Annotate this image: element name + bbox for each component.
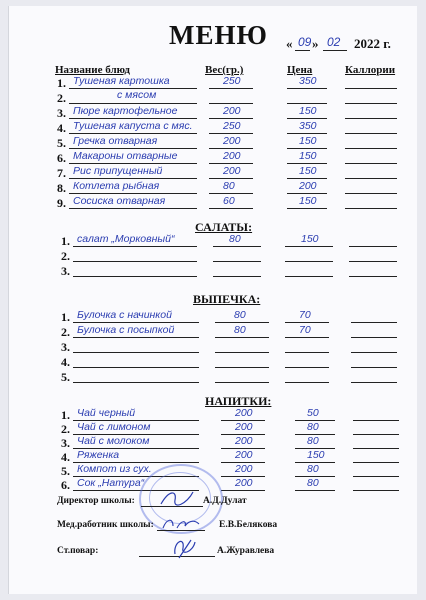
item-price: 150 <box>299 165 317 177</box>
page-title: МЕНЮ <box>169 20 268 50</box>
item-weight-line <box>209 88 253 89</box>
item-weight: 200 <box>235 449 253 461</box>
item-name-line <box>73 276 197 277</box>
item-weight-line <box>209 208 253 209</box>
item-price-line <box>285 352 329 353</box>
item-weight-line <box>215 352 269 353</box>
item-name-line <box>73 337 199 338</box>
item-name: Чай черный <box>77 407 136 419</box>
item-calories-line <box>353 476 399 477</box>
item-price-line <box>285 276 333 277</box>
item-price: 80 <box>307 435 319 447</box>
item-number: 6. <box>61 478 70 492</box>
director-label: Директор школы: <box>57 496 135 506</box>
item-number: 6. <box>57 151 66 165</box>
item-name: Чай с молоком <box>77 435 150 447</box>
item-weight-line <box>209 148 253 149</box>
date-day: 09 <box>298 35 312 49</box>
item-number: 4. <box>57 121 66 135</box>
item-weight: 200 <box>235 435 253 447</box>
item-calories-line <box>353 448 399 449</box>
item-price: 150 <box>307 449 325 461</box>
item-number: 9. <box>57 196 66 210</box>
item-weight: 200 <box>235 477 253 489</box>
item-name-line <box>69 208 197 209</box>
item-number: 3. <box>57 106 66 120</box>
item-price-line <box>287 88 327 89</box>
item-weight-line <box>215 382 269 383</box>
date-month: 02 <box>327 35 341 49</box>
item-price: 70 <box>299 309 311 321</box>
item-weight-line <box>209 103 253 104</box>
item-weight-line <box>209 133 253 134</box>
item-number: 2. <box>61 249 70 263</box>
item-number: 1. <box>57 76 66 90</box>
cook-name: А.Журавлева <box>217 546 275 556</box>
item-calories-line <box>345 103 397 104</box>
item-price: 150 <box>299 135 317 147</box>
item-calories-line <box>345 193 397 194</box>
item-price-line <box>287 163 327 164</box>
item-name-continued: с мясом <box>117 89 157 101</box>
item-calories-line <box>353 490 399 491</box>
item-weight-line <box>209 193 253 194</box>
item-calories-line <box>351 367 397 368</box>
item-number: 3. <box>61 264 70 278</box>
column-header-price: Цена <box>287 64 313 76</box>
item-calories-line <box>345 118 397 119</box>
item-weight-line <box>215 337 269 338</box>
item-price-line <box>285 382 329 383</box>
item-number: 8. <box>57 181 66 195</box>
item-number: 5. <box>57 136 66 150</box>
item-price: 150 <box>299 150 317 162</box>
item-price-line <box>295 490 335 491</box>
item-weight-line <box>215 367 269 368</box>
section-title-bakery: ВЫПЕЧКА: <box>193 292 261 306</box>
item-name-line <box>69 178 197 179</box>
director-signature <box>159 486 195 508</box>
medic-name: Е.В.Белякова <box>219 520 278 530</box>
medic-label: Мед.работник школы: <box>57 520 154 530</box>
column-header-calories: Каллории <box>345 64 396 76</box>
item-weight: 80 <box>223 180 235 192</box>
item-number: 1. <box>61 234 70 248</box>
item-number: 1. <box>61 408 70 422</box>
item-name: Тушеная капуста с мяс. <box>73 120 193 132</box>
date-close-quote: » <box>312 36 319 51</box>
item-number: 5. <box>61 370 70 384</box>
item-name: Булочка с посыпкой <box>77 324 175 336</box>
item-price: 150 <box>301 233 319 245</box>
item-price: 80 <box>307 463 319 475</box>
date-open-quote: « <box>286 36 293 51</box>
item-weight: 200 <box>235 421 253 433</box>
item-number: 4. <box>61 450 70 464</box>
item-number: 3. <box>61 340 70 354</box>
item-calories-line <box>349 261 397 262</box>
item-name: Котлета рыбная <box>73 180 160 192</box>
director-name: А.Д.Дулат <box>203 496 247 506</box>
section-title-salads: САЛАТЫ: <box>195 220 253 234</box>
item-price-line <box>285 367 329 368</box>
item-price: 150 <box>299 195 317 207</box>
item-name: Булочка с начинкой <box>77 309 172 321</box>
item-number: 1. <box>61 310 70 324</box>
item-number: 5. <box>61 464 70 478</box>
item-weight: 80 <box>234 309 246 321</box>
item-name: Рис припущенный <box>73 165 163 177</box>
item-weight: 200 <box>223 105 241 117</box>
item-name-line <box>73 246 197 247</box>
item-calories-line <box>351 322 397 323</box>
item-price-line <box>285 337 329 338</box>
item-calories-line <box>353 462 399 463</box>
item-weight-line <box>221 490 265 491</box>
item-price-line <box>287 133 327 134</box>
item-weight-line <box>213 246 261 247</box>
item-name: салат „Морковный“ <box>77 233 175 245</box>
item-name-line <box>73 352 199 353</box>
item-weight-line <box>209 163 253 164</box>
item-name: Сок „Натура“ <box>77 477 145 489</box>
item-calories-line <box>345 178 397 179</box>
item-weight-line <box>213 276 261 277</box>
item-weight: 200 <box>235 407 253 419</box>
item-weight: 200 <box>223 150 241 162</box>
item-name-line <box>69 118 197 119</box>
item-weight: 200 <box>223 165 241 177</box>
item-price: 350 <box>299 120 317 132</box>
item-calories-line <box>345 148 397 149</box>
item-name-line <box>69 103 197 104</box>
item-calories-line <box>351 337 397 338</box>
item-price: 50 <box>307 407 319 419</box>
item-name-line <box>69 193 197 194</box>
item-weight: 200 <box>223 135 241 147</box>
item-price-line <box>287 178 327 179</box>
item-weight: 60 <box>223 195 235 207</box>
item-price: 350 <box>299 75 317 87</box>
item-name-line <box>69 133 197 134</box>
item-name-line <box>73 261 197 262</box>
item-number: 2. <box>57 91 66 105</box>
column-header-name: Название блюд <box>55 64 130 76</box>
item-name: Пюре картофельное <box>73 105 178 117</box>
item-calories-line <box>353 420 399 421</box>
item-name: Ряженка <box>77 449 120 461</box>
item-number: 2. <box>61 422 70 436</box>
item-weight: 200 <box>235 463 253 475</box>
item-name: Макароны отварные <box>73 150 178 162</box>
item-weight: 80 <box>234 324 246 336</box>
item-number: 7. <box>57 166 66 180</box>
cook-signature <box>169 534 199 560</box>
item-price: 80 <box>307 477 319 489</box>
item-calories-line <box>351 382 397 383</box>
item-calories-line <box>345 163 397 164</box>
item-weight: 250 <box>223 120 241 132</box>
item-name: Тушеная картошка <box>73 75 170 87</box>
item-number: 3. <box>61 436 70 450</box>
item-price: 150 <box>299 105 317 117</box>
date-year: 2022 г. <box>354 36 391 51</box>
item-weight-line <box>215 322 269 323</box>
item-weight-line <box>209 178 253 179</box>
item-price-line <box>285 261 333 262</box>
item-name-line <box>69 148 197 149</box>
item-name: Сосиска отварная <box>73 195 166 207</box>
item-calories-line <box>345 208 397 209</box>
item-price: 200 <box>299 180 317 192</box>
item-calories-line <box>345 88 397 89</box>
item-calories-line <box>349 276 397 277</box>
item-price: 70 <box>299 324 311 336</box>
item-name-line <box>73 322 199 323</box>
item-calories-line <box>349 246 397 247</box>
item-price-line <box>287 118 327 119</box>
column-header-weight: Вес(гр.) <box>205 64 244 76</box>
item-number: 4. <box>61 355 70 369</box>
item-name-line <box>73 367 199 368</box>
item-price: 80 <box>307 421 319 433</box>
item-name-line <box>69 163 197 164</box>
item-price-line <box>287 193 327 194</box>
item-weight-line <box>209 118 253 119</box>
section-title-drinks: НАПИТКИ: <box>205 394 272 408</box>
item-calories-line <box>345 133 397 134</box>
item-price-line <box>285 246 333 247</box>
item-name-line <box>73 382 199 383</box>
item-price-line <box>287 103 327 104</box>
item-price-line <box>285 322 329 323</box>
item-weight-line <box>213 261 261 262</box>
item-calories-line <box>353 434 399 435</box>
medic-signature <box>161 514 201 532</box>
item-name: Гречка отварная <box>73 135 158 147</box>
item-weight: 80 <box>229 233 241 245</box>
item-weight: 250 <box>223 75 241 87</box>
item-number: 2. <box>61 325 70 339</box>
item-name: Чай с лимоном <box>77 421 151 433</box>
menu-sheet <box>8 6 417 594</box>
cook-label: Ст.повар: <box>57 546 99 556</box>
item-price-line <box>287 148 327 149</box>
item-name: Компот из сух. <box>77 463 152 475</box>
item-price-line <box>287 208 327 209</box>
item-calories-line <box>351 352 397 353</box>
